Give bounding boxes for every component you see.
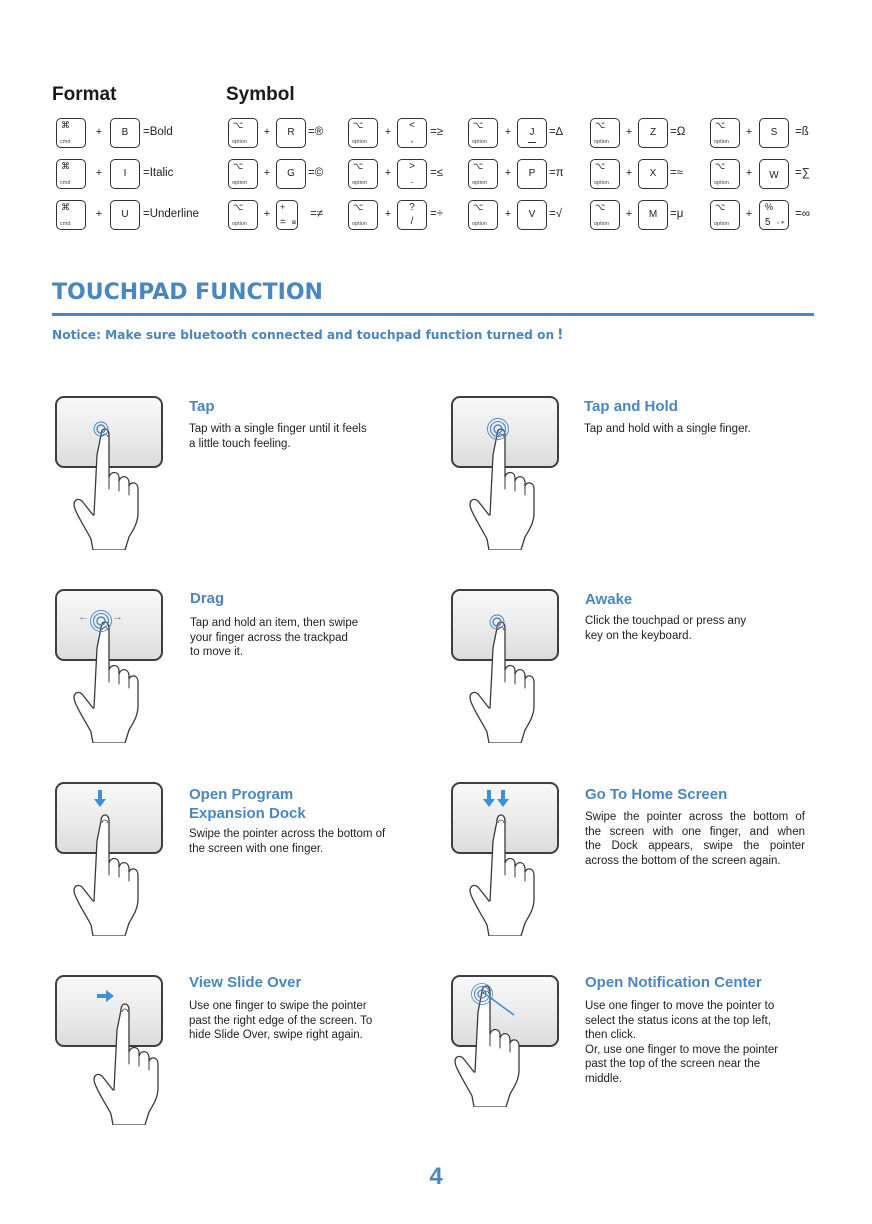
symbol-result: =® xyxy=(308,126,324,138)
description-line: Use one finger to swipe the pointer xyxy=(189,1000,367,1012)
letter-key xyxy=(110,200,140,230)
symbol-key-g xyxy=(276,159,306,189)
symbol-result: =ß xyxy=(795,126,809,138)
option-key xyxy=(228,159,258,189)
key-sub-label: option xyxy=(594,221,609,227)
option-icon: ⌥ xyxy=(473,161,484,171)
description-line: to move it. xyxy=(190,646,244,659)
description-line: the screen with one finger, and when xyxy=(585,825,805,838)
key-sub-label: cmd xyxy=(60,221,71,227)
plus-sign: + xyxy=(625,167,633,179)
function-title-line: Open Program xyxy=(189,786,294,803)
symbol-key-5 xyxy=(759,200,789,230)
function-title: Open Notification Center xyxy=(585,974,762,991)
notice-message: Notice: Make sure bluetooth connected and touchpad function turned on xyxy=(52,328,555,342)
description-line: hide Slide Over, swipe right again. xyxy=(189,1029,363,1042)
format-heading: Format xyxy=(52,84,117,105)
function-title xyxy=(189,785,306,823)
description-line: Tap with a single finger until it feels xyxy=(189,423,367,435)
description-line: the Dock appears, swipe the pointer xyxy=(585,840,805,853)
option-key xyxy=(468,118,498,148)
symbol-key-x xyxy=(638,159,668,189)
touch-ripple-icon xyxy=(484,415,512,443)
function-description xyxy=(189,422,367,451)
arrow-right-icon: → xyxy=(112,611,123,623)
letter-key xyxy=(110,118,140,148)
function-title: Drag xyxy=(190,590,225,607)
plus-sign: + xyxy=(263,167,271,179)
key-label: X xyxy=(649,168,657,179)
symbol-result: =∑ xyxy=(795,167,810,179)
home-row-bump xyxy=(528,142,536,144)
option-key xyxy=(710,118,740,148)
plus-sign: + xyxy=(504,126,512,138)
option-key xyxy=(590,118,620,148)
key-top-label: ? xyxy=(409,202,415,213)
cmd-key xyxy=(56,200,86,230)
key-sub-label: option xyxy=(352,180,367,186)
plus-sign: + xyxy=(95,126,103,138)
description-line: past the right edge of the screen. To xyxy=(189,1014,373,1027)
plus-sign: + xyxy=(95,208,103,220)
function-title: Go To Home Screen xyxy=(585,786,728,803)
touch-ripple-icon xyxy=(90,418,112,440)
symbol-key-w xyxy=(759,159,789,189)
symbol-result: =Ω xyxy=(670,126,686,138)
plus-sign: + xyxy=(95,167,103,179)
function-description xyxy=(190,616,358,660)
key-label: I xyxy=(123,168,127,179)
plus-sign: + xyxy=(384,208,392,220)
symbol-key-m xyxy=(638,200,668,230)
letter-key xyxy=(110,159,140,189)
section-title: TOUCHPAD FUNCTION xyxy=(52,280,323,305)
description-line: Swipe the pointer across the bottom of xyxy=(189,828,386,840)
key-sub-label: option xyxy=(352,221,367,227)
symbol-result: =π xyxy=(549,167,564,179)
symbol-heading: Symbol xyxy=(226,84,295,105)
symbol-result: =μ xyxy=(670,208,684,220)
notice-text xyxy=(52,327,564,343)
option-icon: ⌥ xyxy=(473,202,484,212)
plus-sign: + xyxy=(263,126,271,138)
double-arrow-down-icon xyxy=(483,790,509,808)
symbol-key-s xyxy=(759,118,789,148)
key-bottom-label: 5 xyxy=(765,217,771,228)
key-label: P xyxy=(528,168,536,179)
plus-sign: + xyxy=(263,208,271,220)
arrow-down-icon xyxy=(94,790,106,808)
description-line: Swipe the pointer across the bottom of xyxy=(585,811,805,823)
brightness-icon: ☼☀ xyxy=(775,220,785,226)
key-top-label: < xyxy=(409,120,415,131)
plus-sign: + xyxy=(384,167,392,179)
description-line: Click the touchpad or press any xyxy=(585,615,747,627)
option-icon: ⌥ xyxy=(715,161,726,171)
description-line: past the top of the screen near the xyxy=(585,1058,761,1071)
command-icon: ⌘ xyxy=(61,202,70,212)
option-icon: ⌥ xyxy=(233,120,244,130)
symbol-result: =÷ xyxy=(430,208,444,220)
option-icon: ⌥ xyxy=(353,161,364,171)
key-sub-label: option xyxy=(232,139,247,145)
description-line: your finger across the trackpad xyxy=(190,631,348,644)
option-key xyxy=(468,200,498,230)
symbol-result: =≥ xyxy=(430,126,444,138)
cmd-key xyxy=(56,118,86,148)
key-bottom-label: = xyxy=(280,217,286,228)
key-sub-label: cmd xyxy=(60,180,71,186)
function-title: Tap xyxy=(189,398,215,415)
key-sub-label: option xyxy=(472,139,487,145)
function-title-line: Expansion Dock xyxy=(189,805,306,822)
option-icon: ⌥ xyxy=(353,120,364,130)
plus-sign: + xyxy=(745,126,753,138)
option-icon: ⌥ xyxy=(353,202,364,212)
symbol-result: =≤ xyxy=(430,167,444,179)
option-key xyxy=(468,159,498,189)
function-description xyxy=(585,614,746,643)
touch-ripple-icon xyxy=(486,611,508,633)
option-key xyxy=(710,159,740,189)
notice-exclamation: ! xyxy=(557,327,564,343)
plus-sign: + xyxy=(504,167,512,179)
key-sub-label: option xyxy=(472,180,487,186)
option-key xyxy=(228,118,258,148)
diagonal-swipe-line-icon xyxy=(470,982,520,1018)
key-label: B xyxy=(121,127,129,138)
key-sub-label: option xyxy=(714,180,729,186)
symbol-key-j xyxy=(517,118,547,148)
symbol-result: =∞ xyxy=(795,208,810,220)
description-line: the screen with one finger. xyxy=(189,842,324,855)
symbol-key-slash xyxy=(397,200,427,230)
key-label: R xyxy=(287,127,295,138)
description-line: Tap and hold with a single finger. xyxy=(584,423,751,435)
symbol-result: =√ xyxy=(549,208,563,220)
function-title: Tap and Hold xyxy=(584,398,678,415)
option-key xyxy=(348,159,378,189)
option-key xyxy=(590,200,620,230)
screenshot-icon: ⊠ xyxy=(291,220,296,226)
arrow-right-swipe-icon xyxy=(97,990,115,1002)
command-icon: ⌘ xyxy=(61,120,70,130)
hand-pointer-icon xyxy=(457,801,547,936)
command-icon: ⌘ xyxy=(61,161,70,171)
symbol-result: =∆ xyxy=(549,126,563,138)
option-icon: ⌥ xyxy=(233,202,244,212)
description-line: Or, use one finger to move the pointer xyxy=(585,1043,779,1056)
option-key xyxy=(348,200,378,230)
key-sub-label: option xyxy=(472,221,487,227)
description-line: Use one finger to move the pointer to xyxy=(585,1000,775,1012)
key-label: J xyxy=(529,127,535,138)
cmd-key xyxy=(56,159,86,189)
key-sub-label: option xyxy=(594,180,609,186)
symbol-key-v xyxy=(517,200,547,230)
key-sub-label: option xyxy=(352,139,367,145)
symbol-key-comma xyxy=(397,118,427,148)
key-bottom-label: , xyxy=(410,134,414,145)
section-divider xyxy=(52,313,814,316)
hand-pointer-icon xyxy=(61,801,151,936)
plus-sign: + xyxy=(745,167,753,179)
symbol-key-z xyxy=(638,118,668,148)
function-description xyxy=(584,422,751,437)
function-description xyxy=(585,999,778,1087)
key-sub-label: option xyxy=(714,221,729,227)
function-description xyxy=(585,810,805,868)
key-sub-label: option xyxy=(594,139,609,145)
plus-sign: + xyxy=(745,208,753,220)
plus-sign: + xyxy=(625,126,633,138)
description-line: middle. xyxy=(585,1072,623,1085)
symbol-result: =≈ xyxy=(670,167,684,179)
plus-sign: + xyxy=(384,126,392,138)
plus-sign: + xyxy=(625,208,633,220)
touch-ripple-icon xyxy=(88,608,114,634)
format-result: =Bold xyxy=(143,126,173,138)
function-description xyxy=(189,827,385,856)
page-number: 4 xyxy=(429,1163,443,1190)
function-description xyxy=(189,999,372,1043)
option-icon: ⌥ xyxy=(233,161,244,171)
symbol-key-equals xyxy=(276,200,298,230)
function-title: Awake xyxy=(585,591,633,608)
description-line: Tap and hold an item, then swipe xyxy=(190,617,359,629)
key-label: M xyxy=(648,209,658,220)
option-key xyxy=(348,118,378,148)
symbol-key-p xyxy=(517,159,547,189)
key-label: U xyxy=(121,209,129,220)
arrow-left-icon: ← xyxy=(78,611,89,623)
key-sub-label: option xyxy=(714,139,729,145)
option-icon: ⌥ xyxy=(595,120,606,130)
description-line: across the bottom of the screen again. xyxy=(585,854,781,867)
format-result: =Italic xyxy=(143,167,174,179)
description-line: then click. xyxy=(585,1029,637,1042)
option-key xyxy=(228,200,258,230)
symbol-key-period xyxy=(397,159,427,189)
key-bottom-label: . xyxy=(410,175,414,186)
option-icon: ⌥ xyxy=(595,161,606,171)
key-top-label: > xyxy=(409,161,415,172)
key-sub-label: cmd xyxy=(60,139,71,145)
option-key xyxy=(710,200,740,230)
function-title: View Slide Over xyxy=(189,974,302,991)
plus-sign: + xyxy=(504,208,512,220)
description-line: a little touch feeling. xyxy=(189,437,291,450)
option-icon: ⌥ xyxy=(473,120,484,130)
key-label: Z xyxy=(649,127,657,138)
key-label: G xyxy=(287,168,295,179)
key-sub-label: option xyxy=(232,180,247,186)
key-label: V xyxy=(528,209,536,220)
key-top-label: % xyxy=(765,202,774,212)
option-icon: ⌥ xyxy=(715,120,726,130)
symbol-result: =© xyxy=(308,167,324,179)
key-bottom-label: / xyxy=(410,216,414,227)
key-label: W xyxy=(769,170,779,181)
description-line: select the status icons at the top left, xyxy=(585,1014,772,1027)
hand-pointer-icon xyxy=(81,990,171,1125)
format-result: =Underline xyxy=(143,208,199,220)
key-sub-label: option xyxy=(232,221,247,227)
key-label: S xyxy=(770,127,778,138)
option-icon: ⌥ xyxy=(595,202,606,212)
option-key xyxy=(590,159,620,189)
key-top-label: + xyxy=(280,202,286,212)
description-line: key on the keyboard. xyxy=(585,629,692,642)
symbol-key-r xyxy=(276,118,306,148)
option-icon: ⌥ xyxy=(715,202,726,212)
symbol-result: =≠ xyxy=(310,208,324,220)
